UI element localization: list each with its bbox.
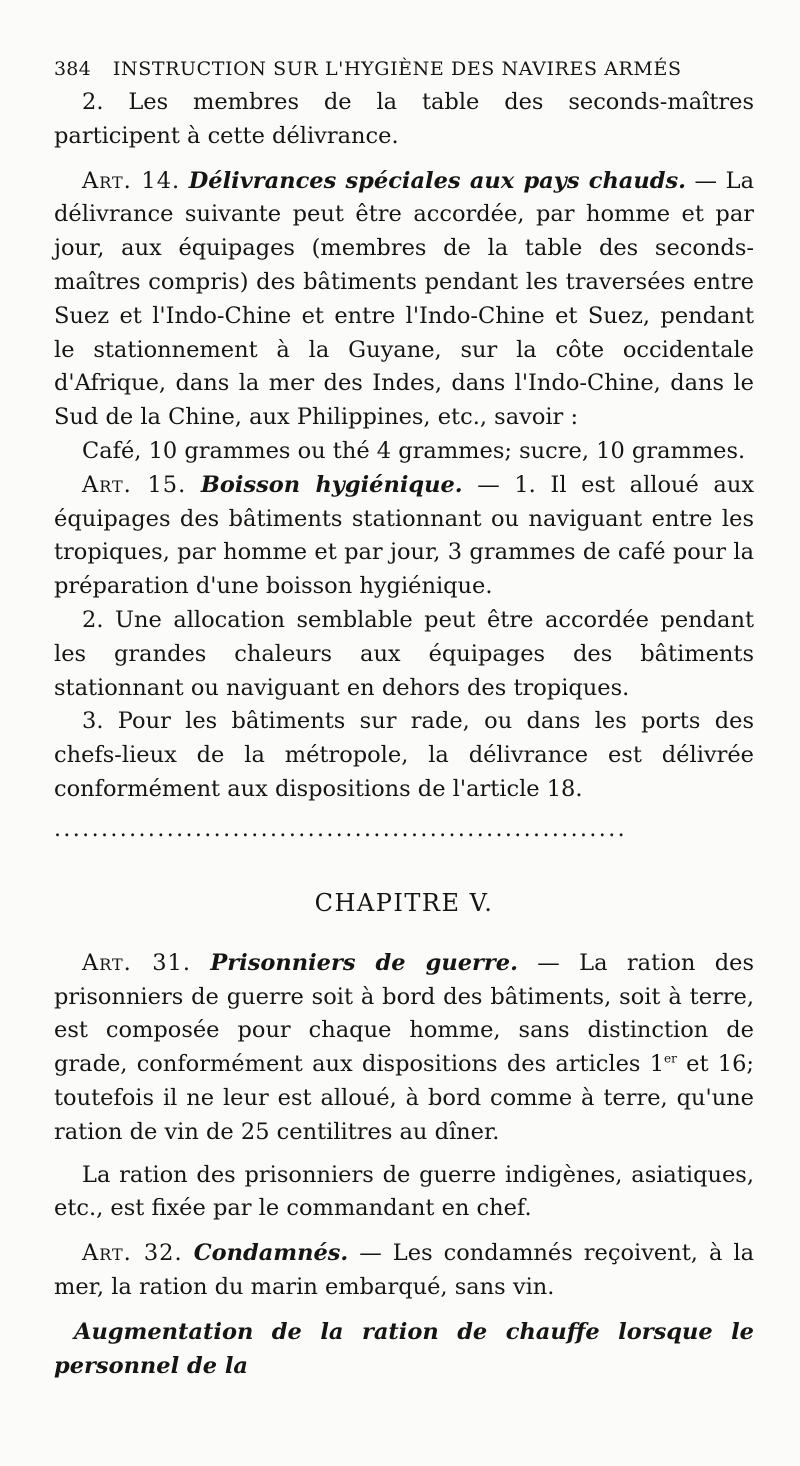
- article-32-title: Condamnés.: [193, 1240, 349, 1267]
- article-15-label: Art. 15.: [82, 471, 187, 498]
- article-32: [54, 1237, 754, 1305]
- article-31-text-b: et 16; toutefois il ne leur est alloué, à bord comme à terre, qu'une ration de vin de 25 centilitres au dîner.: [54, 1051, 754, 1145]
- closing-subheading: Augmentation de la ration de chauffe lorsque le personnel de la: [54, 1318, 754, 1379]
- running-header: [54, 58, 754, 80]
- article-14: [54, 165, 754, 435]
- running-title: INSTRUCTION SUR L'HYGIÈNE DES NAVIRES ARMÉS: [112, 58, 682, 80]
- article-31-title: Prisonniers de guerre.: [210, 949, 518, 976]
- article-15: [54, 469, 754, 604]
- article-15-text: — 1. Il est alloué aux équipages des bâtiments stationnant ou naviguant entre les tropiques, par homme et par jour, 3 grammes de café pour la préparation d'une boisson hygiénique.: [54, 471, 755, 600]
- article-14-title: Délivrances spéciales aux pays chauds.: [188, 167, 686, 194]
- paragraph-rade: 3. Pour les bâtiments sur rade, ou dans les ports des chefs-lieux de la métropole, la délivrance est délivrée conformément aux dispositions de l'article 18.: [54, 708, 754, 802]
- article-32-label: Art. 32.: [82, 1240, 183, 1267]
- ellipsis-divider: .............................................................: [54, 816, 627, 842]
- article-31-text-a: — La ration des prisonniers de guerre soit à bord des bâtiments, soit à terre, est composée pour chaque homme, sans distinction de grade, conformément aux dispositions des articles 1: [54, 949, 754, 1078]
- paragraph-allocation: 2. Une allocation semblable peut être accordée pendant les grandes chaleurs aux équipages des bâtiments stationnant ou naviguant en dehors des tropiques.: [54, 606, 754, 701]
- article-31-label: Art. 31.: [82, 949, 191, 976]
- article-31-superscript: er: [664, 1051, 677, 1066]
- article-14-label: Art. 14.: [82, 167, 181, 194]
- article-14-text: — La délivrance suivante peut être accordée, par homme et par jour, aux équipages (membres de la table des seconds-maîtres compris) des bâtiments pendant les traversées entre Suez et l'Indo-Chine et entre l'Indo-Chine et Suez, pendant le stationnement à la Guyane, sur la côte occidentale d'Afrique, dans la mer des Indes, dans l'Indo-Chine, dans le Sud de la Chine, aux Philippines, etc., savoir :: [54, 167, 754, 431]
- article-15-title: Boisson hygiénique.: [200, 471, 463, 498]
- article-32-text: — Les condamnés reçoivent, à la mer, la ration du marin embarqué, sans vin.: [54, 1240, 755, 1300]
- article-31: [54, 947, 754, 1150]
- chapter-heading: CHAPITRE V.: [314, 888, 494, 917]
- paragraph-ration-indigenes: La ration des prisonniers de guerre indigènes, asiatiques, etc., est fixée par le commandant en chef.: [54, 1161, 754, 1222]
- page-number: 384: [54, 58, 91, 80]
- paragraph-cafe: Café, 10 grammes ou thé 4 grammes; sucre, 10 grammes.: [82, 437, 746, 464]
- paragraph-members-table: 2. Les membres de la table des seconds-maîtres participent à cette délivrance.: [54, 89, 754, 149]
